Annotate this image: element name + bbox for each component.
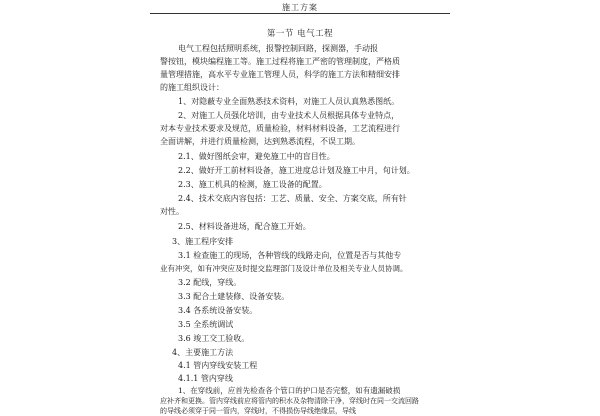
body-line: 3.6 竣工交工验收。	[178, 334, 250, 343]
page-header: 施工方案	[282, 3, 318, 12]
body-line: 的施工组织设计：	[160, 83, 224, 92]
body-line: 对本专业技术要求及规范，质量检验，材料材料设备，工艺流程进行	[160, 124, 400, 133]
body-line: 3.1 检查施工的现场，各种管线的线路走向，位置是否与其他专	[178, 251, 402, 260]
body-line: 电气工程包括照明系统，报警控制回路，探测器，手动报	[178, 44, 378, 53]
body-line: 2.5、材料设备进场，配合施工开始。	[178, 222, 311, 231]
body-line: 2.3、施工机具的检测，施工设备的配置。	[178, 180, 327, 189]
body-line: 2.4、技术交底内容包括：工艺、质量、安全、方案交底，所有针	[178, 194, 407, 203]
body-line: 2.2、做好开工前材料设备，施工进度总计划及施工中月，旬计划。	[178, 166, 415, 175]
body-line: 1、对隐蔽专业全面熟悉技术资料，对施工人员认真熟悉图纸。	[178, 97, 400, 106]
body-line: 警按钮，模块编程施工等。施工过程将施工严密的管理制度，严格质	[160, 57, 400, 66]
body-line: 4.1.1 管内穿线	[178, 374, 233, 383]
body-line: 量管理措施，高水平专业施工管理人员，科学的施工方法和精细安排	[160, 70, 400, 79]
body-line: 3.4 各系统设备安装。	[178, 306, 258, 315]
body-line: 2.1、做好图纸会审，避免施工中的盲目性。	[178, 152, 335, 161]
body-line: 对性。	[160, 207, 184, 216]
body-line: 3、施工程序安排	[172, 237, 234, 246]
section-title: 第一节 电气工程	[266, 29, 334, 39]
body-line: 1、在穿线前，应首先检查各个管口的护口是否完整，如有遗漏破损	[178, 386, 401, 395]
body-line: 应补齐和更换。管内穿线前应将管内的积水及杂物清除干净，穿线时在同一交流回路	[160, 397, 419, 405]
body-line: 业有冲突，如有冲突应及时提交监理部门及设计单位及相关专业人员协调。	[160, 264, 408, 273]
body-line: 3.5 全系统调试	[178, 320, 234, 329]
body-line: 4、主要施工方法	[172, 348, 234, 357]
header-rule	[150, 13, 450, 14]
body-line: 3.2 配线，穿线。	[178, 278, 242, 287]
body-line: 全面讲解，并进行质量检测，达到熟悉流程，不误工期。	[160, 137, 360, 146]
body-line: 4.1 管内穿线安装工程	[178, 361, 258, 370]
body-line: 2、对施工人员强化培训，由专业技术人员根据具体专业特点，	[178, 111, 400, 120]
body-line: 的导线必须穿于同一管内，穿线时，不得损伤导线绝缘层，导线	[160, 407, 356, 415]
body-line: 3.3 配合土建装修、设备安装。	[178, 292, 290, 301]
